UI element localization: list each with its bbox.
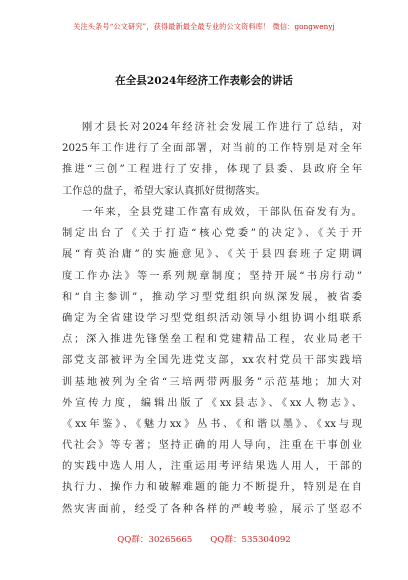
paragraph-line: 制定出台了《关于打造“核心党委”的决定》、《关于开 <box>62 228 362 240</box>
paragraph-2 <box>62 202 362 520</box>
paragraph-line: 的实践中选人用人，注重运用考评结果选人用人，干部的 <box>62 461 362 473</box>
paragraph-line: 《xx年鉴》、《魅力xx》丛书、《和谐以墨》、《xx与现 <box>62 418 362 430</box>
footer-qq-group-2: QQ群：535304092 <box>210 535 291 545</box>
document-title: 在全县2024年经济工作表彰会的讲话 <box>115 75 293 87</box>
paragraph-line: 工作总的盘子，希望大家认真抓好贯彻落实。 <box>62 185 266 197</box>
paragraph-line: 和“自主参训”，推动学习型党组织向纵深发展，被省委 <box>62 291 362 303</box>
header-promo-note: 关注头条号“公文研究”，获得最新最全最专业的公文资料库！ 微信：gongwenyj <box>73 22 335 31</box>
paragraph-line: 展“育英治庸”的实施意见》、《关于县四套班子定期调 <box>62 249 362 261</box>
paragraph-line: 执行力、操作力和破解难题的能力不断提升，特别是在自 <box>62 482 362 494</box>
paragraph-line: 确定为全省建设学习型党组织活动领导小组协调小组联系 <box>62 312 362 324</box>
paragraph-line: 代社会》等专著；坚持正确的用人导向，注重在干事创业 <box>62 440 362 452</box>
paragraph-1 <box>62 117 362 202</box>
paragraph-line: 然灾害面前，经受了各种各样的严峻考验，展示了坚忍不 <box>62 503 362 515</box>
paragraph-line: 2025年工作进行了全面部署，对当前的工作特别是对全年 <box>62 143 362 155</box>
paragraph-line: 外宣传力度，编辑出版了《xx县志》、《xx人物志》、 <box>62 397 362 409</box>
footer-qq-groups <box>0 533 408 545</box>
paragraph-line: 刚才县长对2024年经济社会发展工作进行了总结，对 <box>82 122 362 133</box>
footer-qq-group-1: QQ群：30265665 <box>117 535 193 545</box>
paragraph-line: 训基地被列为全省“三培两带两服务”示范基地；加大对 <box>62 376 362 388</box>
paragraph-line: 部党支部被评为全国先进党支部，xx农村党员干部实践培 <box>62 355 362 367</box>
paragraph-line: 一年来，全县党建工作富有成效，干部队伍奋发有为。 <box>82 207 362 218</box>
paragraph-line: 度工作办法》等一系列规章制度；坚持开展“书房行动” <box>62 270 362 282</box>
paragraph-line: 点；深入推进先锋堡垒工程和党建精品工程，农业局老干 <box>62 334 362 346</box>
paragraph-line: 推进“三创”工程进行了安排，体现了县委、县政府全年 <box>62 164 362 176</box>
